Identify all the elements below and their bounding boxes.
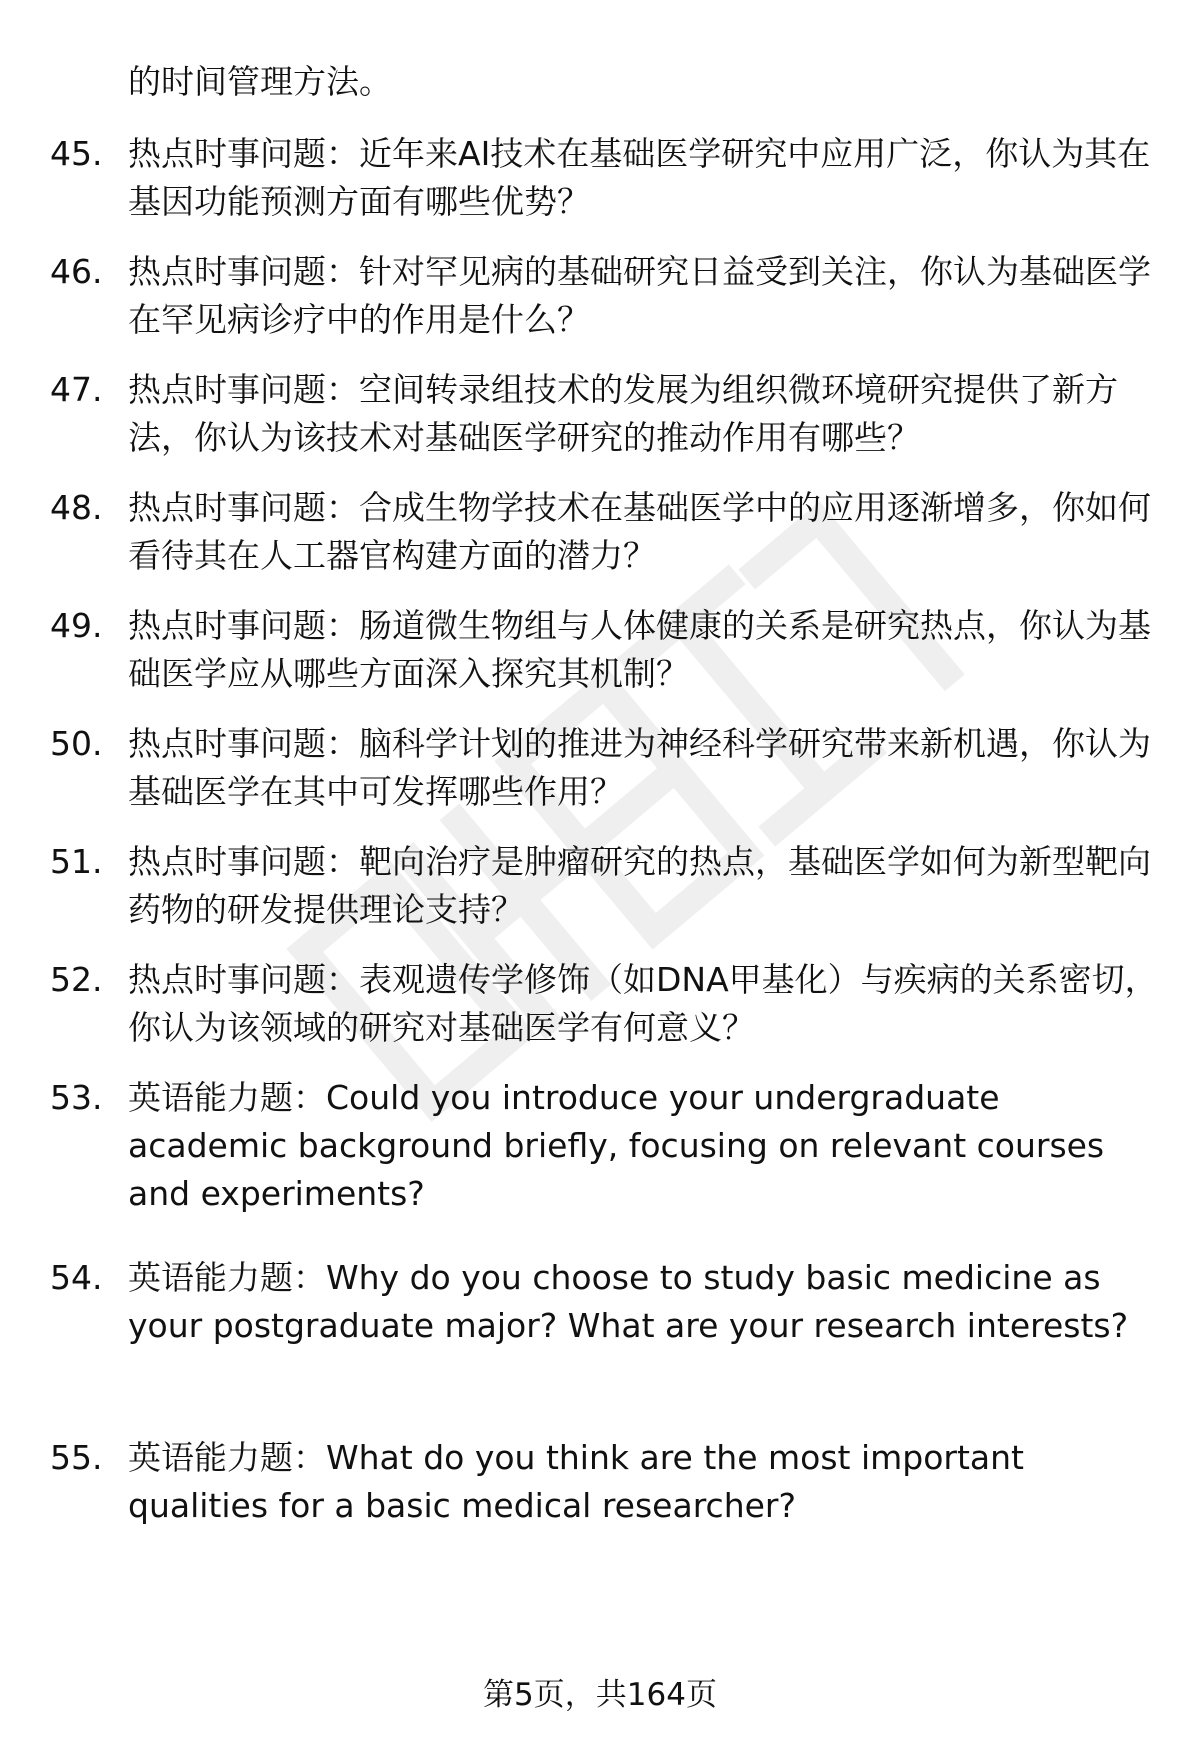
question-text: 英语能力题：What do you think are the most important qualities for a basic medical researcher? bbox=[128, 1438, 1024, 1525]
question-text: 热点时事问题：近年来AI技术在基础医学研究中应用广泛，你认为其在基因功能预测方面有哪些优势？ bbox=[128, 134, 1151, 221]
question-number: 47. bbox=[50, 370, 103, 409]
question-text: 热点时事问题：空间转录组技术的发展为组织微环境研究提供了新方法，你认为该技术对基础医学研究的推动作用有哪些？ bbox=[128, 370, 1118, 457]
question-text: 热点时事问题：靶向治疗是肿瘤研究的热点，基础医学如何为新型靶向药物的研发提供理论支持？ bbox=[128, 842, 1151, 929]
question-number: 46. bbox=[50, 252, 103, 291]
question-number: 45. bbox=[50, 134, 103, 173]
question-number: 50. bbox=[50, 724, 103, 763]
question-number: 48. bbox=[50, 488, 103, 527]
question-number: 51. bbox=[50, 842, 103, 881]
question-text: 热点时事问题：针对罕见病的基础研究日益受到关注，你认为基础医学在罕见病诊疗中的作用是什么？ bbox=[128, 252, 1151, 339]
question-text: 热点时事问题：合成生物学技术在基础医学中的应用逐渐增多，你如何看待其在人工器官构建方面的潜力？ bbox=[128, 488, 1151, 575]
question-text: 英语能力题：Could you introduce your undergraduate academic background briefly, focusing on relevant courses and experiments? bbox=[128, 1078, 1105, 1213]
question-number: 53. bbox=[50, 1078, 103, 1117]
question-number: 49. bbox=[50, 606, 103, 645]
question-number: 52. bbox=[50, 960, 103, 999]
continuation-text: 的时间管理方法。 bbox=[128, 62, 392, 101]
question-text: 热点时事问题：表观遗传学修饰（如DNA甲基化）与疾病的关系密切，你认为该领域的研究对基础医学有何意义？ bbox=[128, 960, 1158, 1047]
question-text: 热点时事问题：脑科学计划的推进为神经科学研究带来新机遇，你认为基础医学在其中可发挥哪些作用？ bbox=[128, 724, 1151, 811]
question-text: 热点时事问题：肠道微生物组与人体健康的关系是研究热点，你认为基础医学应从哪些方面深入探究其机制？ bbox=[128, 606, 1151, 693]
question-number: 55. bbox=[50, 1438, 103, 1477]
question-number: 54. bbox=[50, 1258, 103, 1297]
question-text: 英语能力题：Why do you choose to study basic medicine as your postgraduate major? What are your research interests? bbox=[128, 1258, 1129, 1345]
page-footer: 第5页，共164页 bbox=[483, 1677, 717, 1713]
